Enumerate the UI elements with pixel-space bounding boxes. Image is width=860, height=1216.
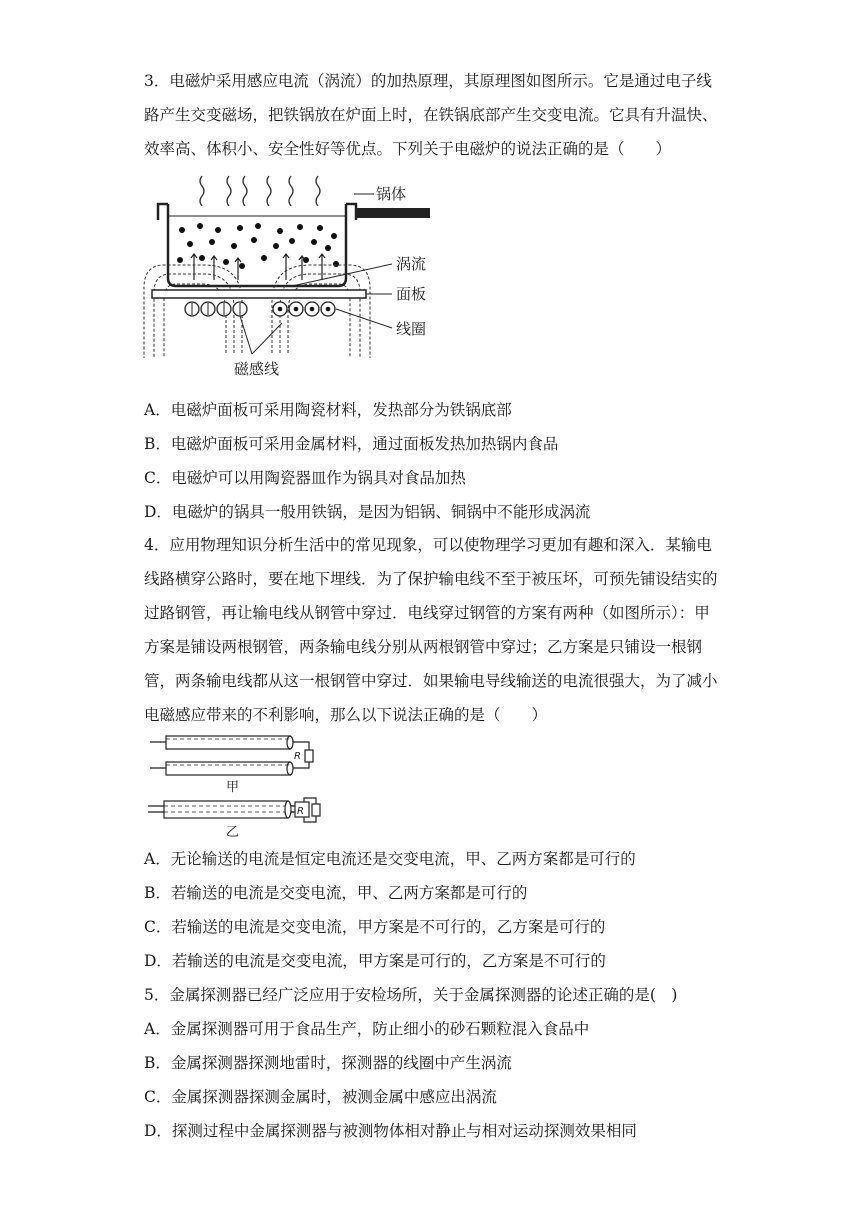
eddy-current-label: 涡流 (396, 255, 427, 273)
steel-pipe-diagram (144, 730, 344, 840)
question-4-option-a[interactable]: A．无论输送的电流是恒定电流还是交变电流，甲、乙两方案都是可行的 (144, 850, 636, 868)
induction-cooker-diagram (142, 168, 442, 383)
question-5-option-d[interactable]: D．探测过程中金属探测器与被测物体相对静止与相对运动探测效果相同 (144, 1122, 637, 1140)
coil-label: 线圈 (396, 320, 427, 338)
coil-left (185, 302, 247, 316)
plan-b-pipe (148, 798, 320, 822)
field-line-label: 磁感线 (234, 360, 280, 378)
question-3-option-b[interactable]: B．电磁炉面板可采用金属材料，通过面板发热加热锅内食品 (144, 435, 559, 453)
question-4-stem: 4．应用物理知识分析生活中的常见现象，可以使物理学习更加有趣和深入．某输电线路横穿公路时，要在地下埋线．为了保护输电线不至于被压坏，可预先铺设结实的过路钢管，再让输电线从钢管中穿过．电线穿过钢管的方案有两种（如图所示）：甲方案是铺设两根钢管，两条输电线分别从两根钢管中穿过；乙方案是只铺设一根钢管，两条输电线都从这一根钢管中穿过．如果输电导线输送的电流很强大，为了减小电磁感应带来的不利影响，那么以下说法正确的是（ ） (144, 536, 718, 724)
question-3-stem: 3．电磁炉采用感应电流（涡流）的加热原理，其原理图如图所示。它是通过电子线路产生交变磁场，把铁锅放在炉面上时，在铁锅底部产生交变电流。它具有升温快、效率高、体积小、安全性好等优点。下列关于电磁炉的说法正确的是（ ） (144, 72, 718, 158)
steam-lines (200, 176, 320, 206)
plan-b-resistor-label: R (297, 806, 304, 817)
question-4-option-d[interactable]: D．若输送的电流是交变电流，甲方案是可行的，乙方案是不可行的 (144, 952, 606, 970)
question-5-option-c[interactable]: C．金属探测器探测金属时，被测金属中感应出涡流 (144, 1088, 497, 1106)
question-4-option-b[interactable]: B．若输送的电流是交变电流，甲、乙两方案都是可行的 (144, 884, 528, 902)
food-particles (177, 223, 339, 269)
pot-label: 锅体 (376, 185, 407, 203)
cooker-panel (152, 290, 366, 298)
question-3-option-d[interactable]: D．电磁炉的锅具一般用铁锅，是因为铝锅、铜锅中不能形成涡流 (144, 503, 591, 521)
question-3-option-c[interactable]: C．电磁炉可以用陶瓷器皿作为锅具对食品加热 (144, 469, 466, 487)
question-5-stem: 5．金属探测器已经广泛应用于安检场所，关于金属探测器的论述正确的是( ) (144, 986, 678, 1004)
plan-a-label: 甲 (226, 780, 240, 795)
magnetic-field-lines (144, 265, 370, 358)
question-5-option-b[interactable]: B．金属探测器探测地雷时，探测器的线圈中产生涡流 (144, 1054, 512, 1072)
question-5-option-a[interactable]: A．金属探测器可用于食品生产，防止细小的砂石颗粒混入食品中 (144, 1020, 590, 1038)
pot-handle (356, 208, 430, 218)
plan-a-pipes (150, 736, 313, 775)
panel-label: 面板 (396, 285, 427, 303)
question-3-option-a[interactable]: A．电磁炉面板可采用陶瓷材料，发热部分为铁锅底部 (144, 401, 512, 419)
plan-b-label: 乙 (226, 825, 240, 840)
plan-a-resistor-label: R (294, 751, 301, 762)
question-4-option-c[interactable]: C．若输送的电流是交变电流，甲方案是不可行的，乙方案是可行的 (144, 918, 606, 936)
